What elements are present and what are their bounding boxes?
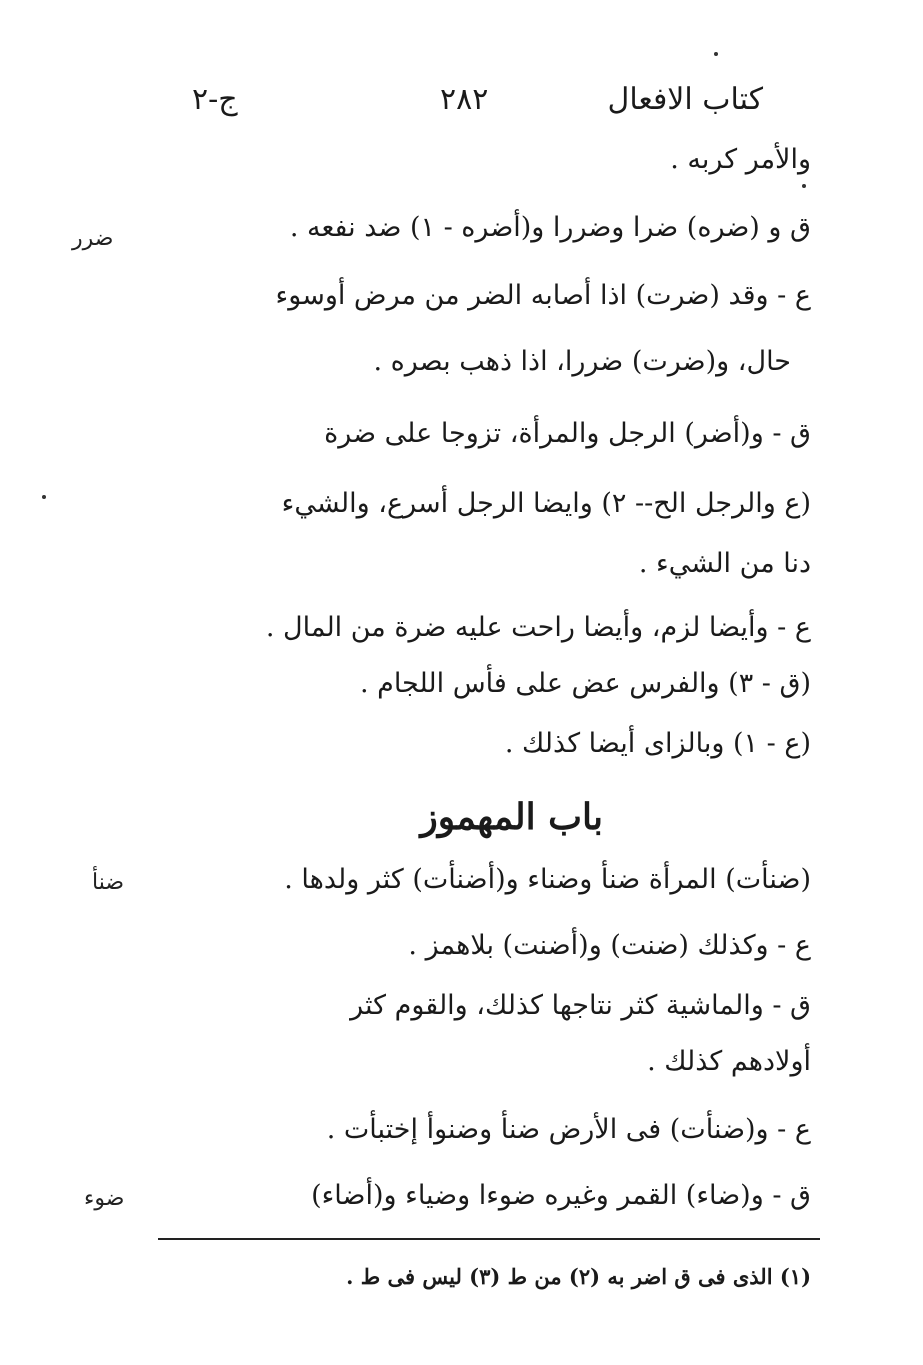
section-title: باب المهموز <box>420 796 603 838</box>
text-line-10: (ع - ١) وبالزاى أيضا كذلك . <box>504 728 811 759</box>
text-line-11: (ضنأت) المرأة ضنأ وضناء و(أضنأت) كثر ولدها . <box>284 864 811 895</box>
text-line-12: ع - وكذلك (ضنت) و(أضنت) بلاهمز . <box>408 930 811 961</box>
text-line-1: والأمر كربه . <box>670 144 811 175</box>
margin-note-1: ضرر <box>72 226 114 251</box>
text-line-3: ع - وقد (ضرت) اذا أصابه الضر من مرض أوسوء <box>275 280 811 311</box>
text-line-15: ع - و(ضنأت) فى الأرض ضنأ وضنوأ إختبأت . <box>326 1114 811 1145</box>
text-line-16: ق - و(ضاء) القمر وغيره ضوءا وضياء و(أضاء) <box>311 1180 811 1211</box>
text-line-4: حال، و(ضرت) ضررا، اذا ذهب بصره . <box>373 346 791 377</box>
text-line-6: (ع والرجل الح-- ٢) وايضا الرجل أسرع، والشيء <box>281 488 811 519</box>
footnote: (١) الذى فى ق اضر به (٢) من ط (٣) ليس فى ط . <box>346 1264 811 1289</box>
scan-speck <box>714 52 718 56</box>
text-line-13: ق - والماشية كثر نتاجها كذلك، والقوم كثر <box>350 990 811 1021</box>
text-line-14: أولادهم كذلك . <box>647 1046 811 1077</box>
text-line-2: ق و (ضره) ضرا وضررا و(أضره - ١) ضد نفعه . <box>289 212 811 243</box>
scan-speck <box>802 184 806 188</box>
text-line-9: (ق - ٣) والفرس عض على فأس اللجام . <box>359 668 811 699</box>
book-title-header: كتاب الافعال <box>607 82 763 117</box>
text-line-8: ع - وأيضا لزم، وأيضا راحت عليه ضرة من المال . <box>265 612 811 643</box>
margin-note-3: ضوء <box>84 1186 125 1211</box>
volume-number: ج-٢ <box>192 82 238 117</box>
page-number: ٢٨٢ <box>440 82 489 117</box>
footnote-rule <box>158 1238 820 1240</box>
text-line-7: دنا من الشيء . <box>638 548 811 579</box>
margin-note-2: ضنأ <box>92 870 125 895</box>
text-line-5: ق - و(أضر) الرجل والمرأة، تزوجا على ضرة <box>324 418 811 449</box>
scan-speck <box>42 495 46 499</box>
